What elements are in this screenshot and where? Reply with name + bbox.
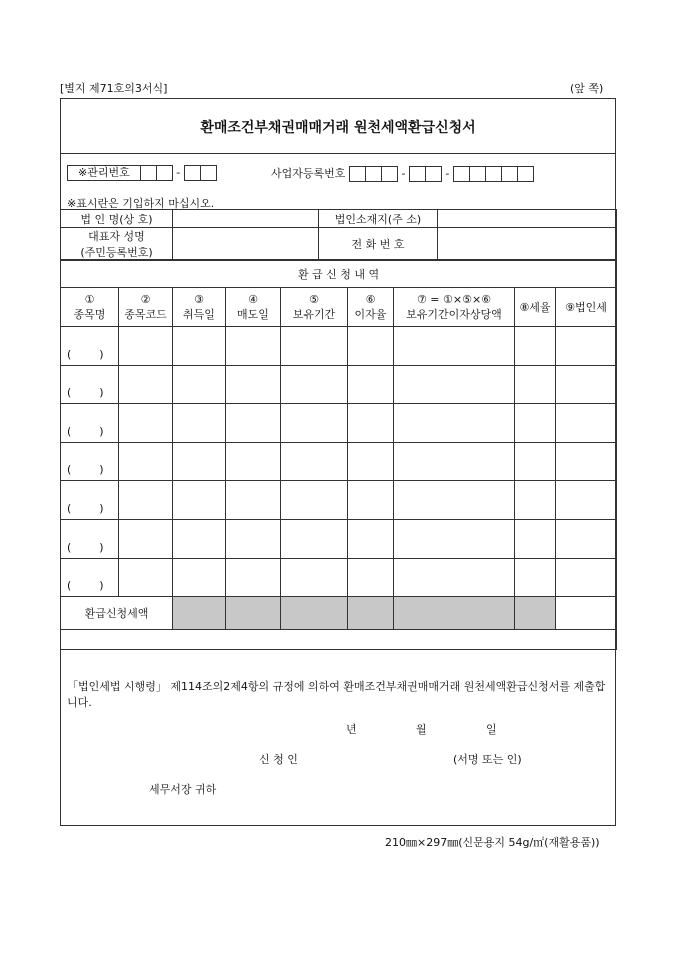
section-title: 환 급 신 청 내 역 bbox=[61, 260, 617, 288]
table-cell[interactable] bbox=[394, 442, 515, 481]
table-cell[interactable] bbox=[119, 365, 173, 404]
corp-address-field[interactable] bbox=[438, 210, 617, 228]
paper-spec: 210㎜×297㎜(신문용지 54g/㎡(재활용품)) bbox=[385, 836, 600, 849]
table-cell[interactable] bbox=[281, 327, 348, 366]
date-month: 월 bbox=[416, 723, 427, 736]
table-cell[interactable] bbox=[281, 404, 348, 443]
recipient: 세무서장 귀하 bbox=[149, 783, 217, 796]
table-cell[interactable] bbox=[515, 558, 556, 597]
table-cell[interactable] bbox=[515, 519, 556, 558]
table-cell[interactable] bbox=[515, 327, 556, 366]
table-cell[interactable]: ( ) bbox=[61, 442, 119, 481]
table-cell[interactable] bbox=[348, 558, 394, 597]
corp-name-label: 법 인 명(상 호) bbox=[61, 210, 173, 228]
total-tax-field[interactable] bbox=[556, 597, 617, 630]
biz-reg-number: 사업자등록번호 - - bbox=[271, 165, 534, 182]
mgmt-note: ※표시란은 기입하지 마십시오. bbox=[67, 197, 215, 210]
column-header: ① 종목명 bbox=[61, 288, 119, 327]
rep-field[interactable] bbox=[173, 228, 319, 261]
form-title: 환매조건부채권매매거래 원천세액환급신청서 bbox=[200, 120, 476, 136]
table-row bbox=[61, 365, 617, 404]
table-cell[interactable] bbox=[556, 442, 617, 481]
date-day: 일 bbox=[486, 723, 497, 736]
phone-label: 전 화 번 호 bbox=[319, 228, 438, 261]
table-cell[interactable] bbox=[119, 442, 173, 481]
column-header: ⑥ 이자율 bbox=[348, 288, 394, 327]
corp-address-label: 법인소재지(주 소) bbox=[319, 210, 438, 228]
table-cell[interactable]: ( ) bbox=[61, 481, 119, 520]
table-cell[interactable] bbox=[119, 327, 173, 366]
table-cell[interactable] bbox=[394, 519, 515, 558]
table-cell[interactable] bbox=[119, 558, 173, 597]
table-cell[interactable] bbox=[119, 404, 173, 443]
table-cell[interactable] bbox=[281, 481, 348, 520]
table-cell[interactable]: ( ) bbox=[61, 404, 119, 443]
column-header: ⑨법인세 bbox=[556, 288, 617, 327]
date-year: 년 bbox=[346, 723, 357, 736]
table-cell[interactable] bbox=[556, 519, 617, 558]
table-cell[interactable] bbox=[173, 365, 226, 404]
table-cell[interactable] bbox=[556, 481, 617, 520]
table-cell[interactable] bbox=[173, 404, 226, 443]
table-cell[interactable] bbox=[348, 365, 394, 404]
table-cell[interactable] bbox=[556, 558, 617, 597]
corp-name-field[interactable] bbox=[173, 210, 319, 228]
table-cell[interactable] bbox=[226, 365, 281, 404]
table-cell[interactable] bbox=[348, 404, 394, 443]
table-cell[interactable] bbox=[394, 404, 515, 443]
table-row bbox=[61, 519, 617, 558]
table-row bbox=[61, 327, 617, 366]
sign-label: (서명 또는 인) bbox=[453, 753, 522, 766]
page-side: (앞 쪽) bbox=[570, 82, 604, 95]
table-cell[interactable] bbox=[173, 481, 226, 520]
column-header: ⑦ = ①×⑤×⑥ 보유기간이자상당액 bbox=[394, 288, 515, 327]
management-number: ※관리번호 - bbox=[67, 165, 217, 181]
column-header: ④ 매도일 bbox=[226, 288, 281, 327]
table-cell[interactable] bbox=[348, 442, 394, 481]
table-cell[interactable]: ( ) bbox=[61, 327, 119, 366]
table-cell[interactable] bbox=[173, 442, 226, 481]
column-header: ② 종목코드 bbox=[119, 288, 173, 327]
table-cell[interactable] bbox=[226, 519, 281, 558]
table-cell[interactable] bbox=[394, 481, 515, 520]
column-header: ③ 취득일 bbox=[173, 288, 226, 327]
phone-field[interactable] bbox=[438, 228, 617, 261]
total-label: 환급신청세액 bbox=[61, 597, 173, 630]
form-id: [별지 제71호의3서식] bbox=[60, 82, 168, 95]
table-cell[interactable] bbox=[119, 519, 173, 558]
column-header: ⑤ 보유기간 bbox=[281, 288, 348, 327]
table-cell[interactable] bbox=[515, 404, 556, 443]
table-cell[interactable] bbox=[281, 442, 348, 481]
table-cell[interactable] bbox=[173, 558, 226, 597]
refund-table bbox=[60, 259, 617, 650]
table-cell[interactable] bbox=[173, 327, 226, 366]
table-cell[interactable] bbox=[226, 442, 281, 481]
table-row bbox=[61, 404, 617, 443]
table-row bbox=[61, 481, 617, 520]
table-cell[interactable] bbox=[281, 365, 348, 404]
table-cell[interactable] bbox=[226, 481, 281, 520]
table-cell[interactable] bbox=[348, 481, 394, 520]
table-cell[interactable] bbox=[348, 519, 394, 558]
table-cell[interactable] bbox=[226, 327, 281, 366]
table-cell[interactable] bbox=[119, 481, 173, 520]
table-cell[interactable] bbox=[394, 365, 515, 404]
table-cell[interactable]: ( ) bbox=[61, 519, 119, 558]
table-cell[interactable] bbox=[394, 327, 515, 366]
table-cell[interactable]: ( ) bbox=[61, 558, 119, 597]
table-cell[interactable] bbox=[281, 519, 348, 558]
table-cell[interactable] bbox=[515, 365, 556, 404]
rep-label: 대표자 성명 (주민등록번호) bbox=[61, 228, 173, 261]
biz-reg-label: 사업자등록번호 bbox=[271, 167, 346, 180]
form-frame bbox=[60, 98, 616, 826]
mgmt-label: ※관리번호 bbox=[68, 165, 141, 181]
total-row bbox=[61, 597, 617, 630]
table-cell[interactable] bbox=[226, 558, 281, 597]
table-cell[interactable] bbox=[556, 404, 617, 443]
column-header: ⑧세율 bbox=[515, 288, 556, 327]
table-cell[interactable] bbox=[515, 442, 556, 481]
table-cell[interactable] bbox=[226, 404, 281, 443]
table-cell[interactable]: ( ) bbox=[61, 365, 119, 404]
corp-info-table bbox=[60, 209, 617, 261]
table-cell[interactable] bbox=[556, 327, 617, 366]
table-cell[interactable] bbox=[281, 558, 348, 597]
table-cell[interactable] bbox=[515, 481, 556, 520]
table-cell[interactable] bbox=[556, 365, 617, 404]
table-cell[interactable] bbox=[173, 519, 226, 558]
statement: 「법인세법 시행령」 제114조의2제4항의 규정에 의하여 환매조건부채권매매거래 원천세액환급신청서를 제출합니다. bbox=[67, 680, 606, 709]
applicant-label: 신 청 인 bbox=[259, 753, 298, 766]
table-row bbox=[61, 558, 617, 597]
table-row bbox=[61, 442, 617, 481]
table-cell[interactable] bbox=[348, 327, 394, 366]
table-cell[interactable] bbox=[394, 558, 515, 597]
